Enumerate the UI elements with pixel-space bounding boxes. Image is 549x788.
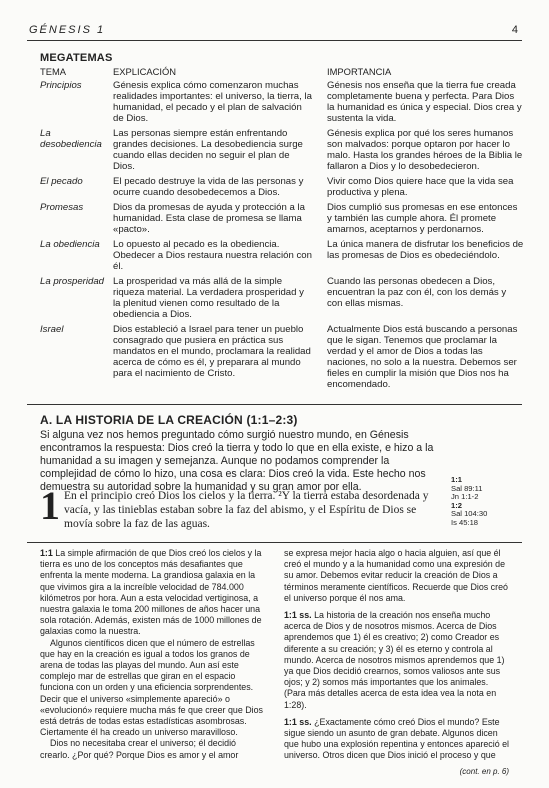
theme-row (40, 324, 524, 390)
col-header-importancia: IMPORTANCIA (327, 66, 392, 77)
notes-divider (27, 542, 522, 543)
theme-name: La prosperidad (40, 276, 105, 287)
theme-row (40, 176, 524, 198)
running-header (27, 24, 522, 41)
theme-row (40, 239, 524, 272)
theme-name: Promesas (40, 202, 84, 213)
study-note: se expresa mejor hacia algo o hacia alguien, así que él creó el mundo y a la humanidad como una expresión de su amor. Debemos evitar reducir la creación de Dios a términos meramente científicos. Recuerde que Dios creó el universo porque él nos ama. (284, 548, 508, 603)
creation-section (40, 413, 520, 494)
theme-importance: Génesis explica por qué los seres humanos son malvados: porque optaron por hacer lo malo. Hasta los grandes héroes de la Biblia le fallaron a Dios y lo desobedecieron. (327, 128, 523, 172)
theme-importance: Actualmente Dios está buscando a personas que le sigan. Tenemos que proclamar la verdad y el amor de Dios a todas las naciones, no solo a la nuestra. Debemos ser fieles en cumplir la misión que Dios nos ha encomendado. (327, 324, 518, 390)
theme-explanation: Dios estableció a Israel para tener un pueblo consagrado que pusiera en práctica sus mandatos en el mundo, proclamara la realidad acerca de cómo es él, y preparara al mundo para el nacimiento de Cristo. (113, 324, 311, 379)
theme-row (40, 202, 524, 235)
scripture-passage (40, 483, 446, 531)
cross-ref-list: Sal 89:11 Jn 1:1-2 (451, 483, 483, 502)
study-notes (40, 548, 512, 762)
note-ref: 1:1 ss. (284, 716, 312, 727)
notes-column-right (284, 548, 512, 762)
study-note (40, 548, 268, 638)
theme-importance: Cuando las personas obedecen a Dios, encuentran la paz con él, con los demás y con ellas mismas. (327, 276, 507, 309)
note-ref: 1:1 (40, 548, 53, 558)
theme-row (40, 276, 524, 320)
cross-ref-list: Sal 104:30 Is 45:18 (451, 509, 488, 527)
theme-explanation: Génesis explica cómo comenzaron muchas realidades importantes: el universo, la tierra, la humanidad, el pecado y el plan de salvación de Dios. (113, 80, 312, 124)
notes-column-left (40, 548, 268, 762)
cross-ref-label: 1:1 (451, 475, 462, 484)
theme-row (40, 128, 524, 172)
section-heading: A. LA HISTORIA DE LA CREACIÓN (1:1–2:3) (40, 413, 298, 427)
theme-name: El pecado (40, 176, 83, 187)
col-header-tema: TEMA (40, 66, 67, 77)
continued-note: (cont. en p. 6) (459, 767, 509, 776)
cross-references (451, 476, 487, 528)
theme-name: Principios (40, 80, 82, 91)
theme-explanation: El pecado destruye la vida de las personas y ocurre cuando desobedecemos a Dios. (113, 176, 304, 198)
study-note: Dios no necesitaba crear el universo; él decidió crearlo. ¿Por qué? Porque Dios es amor y el amor (40, 738, 239, 760)
theme-name: La obediencia (40, 239, 100, 250)
theme-importance: La única manera de disfrutar los beneficios de las promesas de Dios es obedeciéndolo. (327, 239, 524, 261)
chapter-number: 1 (40, 483, 60, 528)
page-number: 4 (511, 24, 520, 36)
book-chapter-title: GÉNESIS 1 (29, 24, 106, 36)
col-header-explicacion: EXPLICACIÓN (113, 66, 177, 77)
theme-explanation: Lo opuesto al pecado es la obediencia. Obedecer a Dios restaura nuestra relación con él. (113, 239, 312, 272)
note-text: La simple afirmación de que Dios creó los cielos y la tierra es uno de los conceptos más desafiantes que enfrenta la mente moderna. La grandiosa galaxia en la que vivimos gira a la increíble velocidad de 784.000 kilómetros por hora. Aun a esta velocidad vertiginosa, a nuestra galaxia le toma 200 millones de años hacer una sola rotación. Además, existen más de 1000 millones de galaxias como la nuestra. (40, 548, 262, 637)
theme-importance: Génesis nos enseña que la tierra fue creada completamente buena y perfecta. Para Dios la humanidad es única y especial. Dios crea y sustenta la vida. (327, 80, 522, 124)
theme-importance: Vivir como Dios quiere hace que la vida sea productiva y plena. (327, 176, 514, 198)
cross-ref-label: 1:2 (451, 500, 462, 510)
megathemes-header-row (40, 66, 524, 77)
study-note (284, 717, 512, 762)
study-note: Algunos científicos dicen que el número de estrellas que hay en la creación es igual a todos los granos de arena de todas las playas del mundo. Aun así este complejo mar de estrellas que giran en el espacio funciona con un orden y una eficiencia sorprendentes. Decir que el universo «simplemente apareció» o «evolucionó» requiere mucha más fe que creer que Dios está detrás de todas estas estadísticas asombrosas. Ciertamente él ha creado un universo maravilloso. (40, 637, 263, 738)
note-ref: 1:1 ss. (284, 610, 312, 621)
theme-row (40, 80, 524, 124)
theme-importance: Dios cumplió sus promesas en ese entonces y también las cumple ahora. Él promete amarnos, aceptarnos y perdonarnos. (327, 202, 518, 235)
study-note (284, 610, 512, 711)
theme-explanation: Las personas siempre están enfrentando grandes decisiones. La desobediencia surge cuando ellas deciden no seguir el plan de Dios. (113, 128, 303, 172)
theme-name: Israel (40, 324, 64, 335)
theme-explanation: Dios da promesas de ayuda y protección a la humanidad. Esta clase de promesa se llama «pacto». (113, 202, 305, 235)
theme-explanation: La prosperidad va más allá de la simple riqueza material. La verdadera prosperidad y la plenitud vienen como resultado de la obediencia a Dios. (113, 276, 304, 320)
note-text: La historia de la creación nos enseña mucho acerca de Dios y de nosotros mismos. Acerca de Dios aprendemos que 1) él es creativo; 2) como Creador es diferente a su creación; y 3) él es eterno y controla al mundo. Acerca de nosotros mismos aprendemos que 1) ya que Dios decidió crearnos, somos valiosos ante sus ojos; y 2) somos más importantes que los animales. (Para más detalles acerca de esta idea vea la nota en 1:28). (284, 610, 505, 710)
megathemes-table (40, 52, 524, 394)
note-text: ¿Exactamente cómo creó Dios el mundo? Este sigue siendo un asunto de gran debate. Algunos dicen que hubo una explosión repentina y entonces apareció el universo. Otros dicen que Dios inició el proceso y que (284, 716, 509, 761)
section-divider (27, 404, 522, 405)
section-intro: Si alguna vez nos hemos preguntado cómo surgió nuestro mundo, en Génesis encontramos la respuesta: Dios creó la tierra y todo lo que en ella existe, e hizo a la humanidad a su imagen y semejanza. Aunque no podamos comprender la complejidad de cómo lo hizo, una cosa es clara: Dios creó la vida. Este hecho nos demuestra su autoridad sobre la humanidad y su gran amor por ella. (40, 429, 434, 493)
theme-name: La desobediencia (40, 128, 102, 150)
megathemes-title: MEGATEMAS (40, 52, 113, 64)
scripture-text: En el principio creó Dios los cielos y la tierra. ²Y la tierra estaba desordenada y vacía, y las tinieblas estaban sobre la faz del abismo, y el Espíritu de Dios se movía sobre la faz de las aguas. (64, 490, 429, 530)
